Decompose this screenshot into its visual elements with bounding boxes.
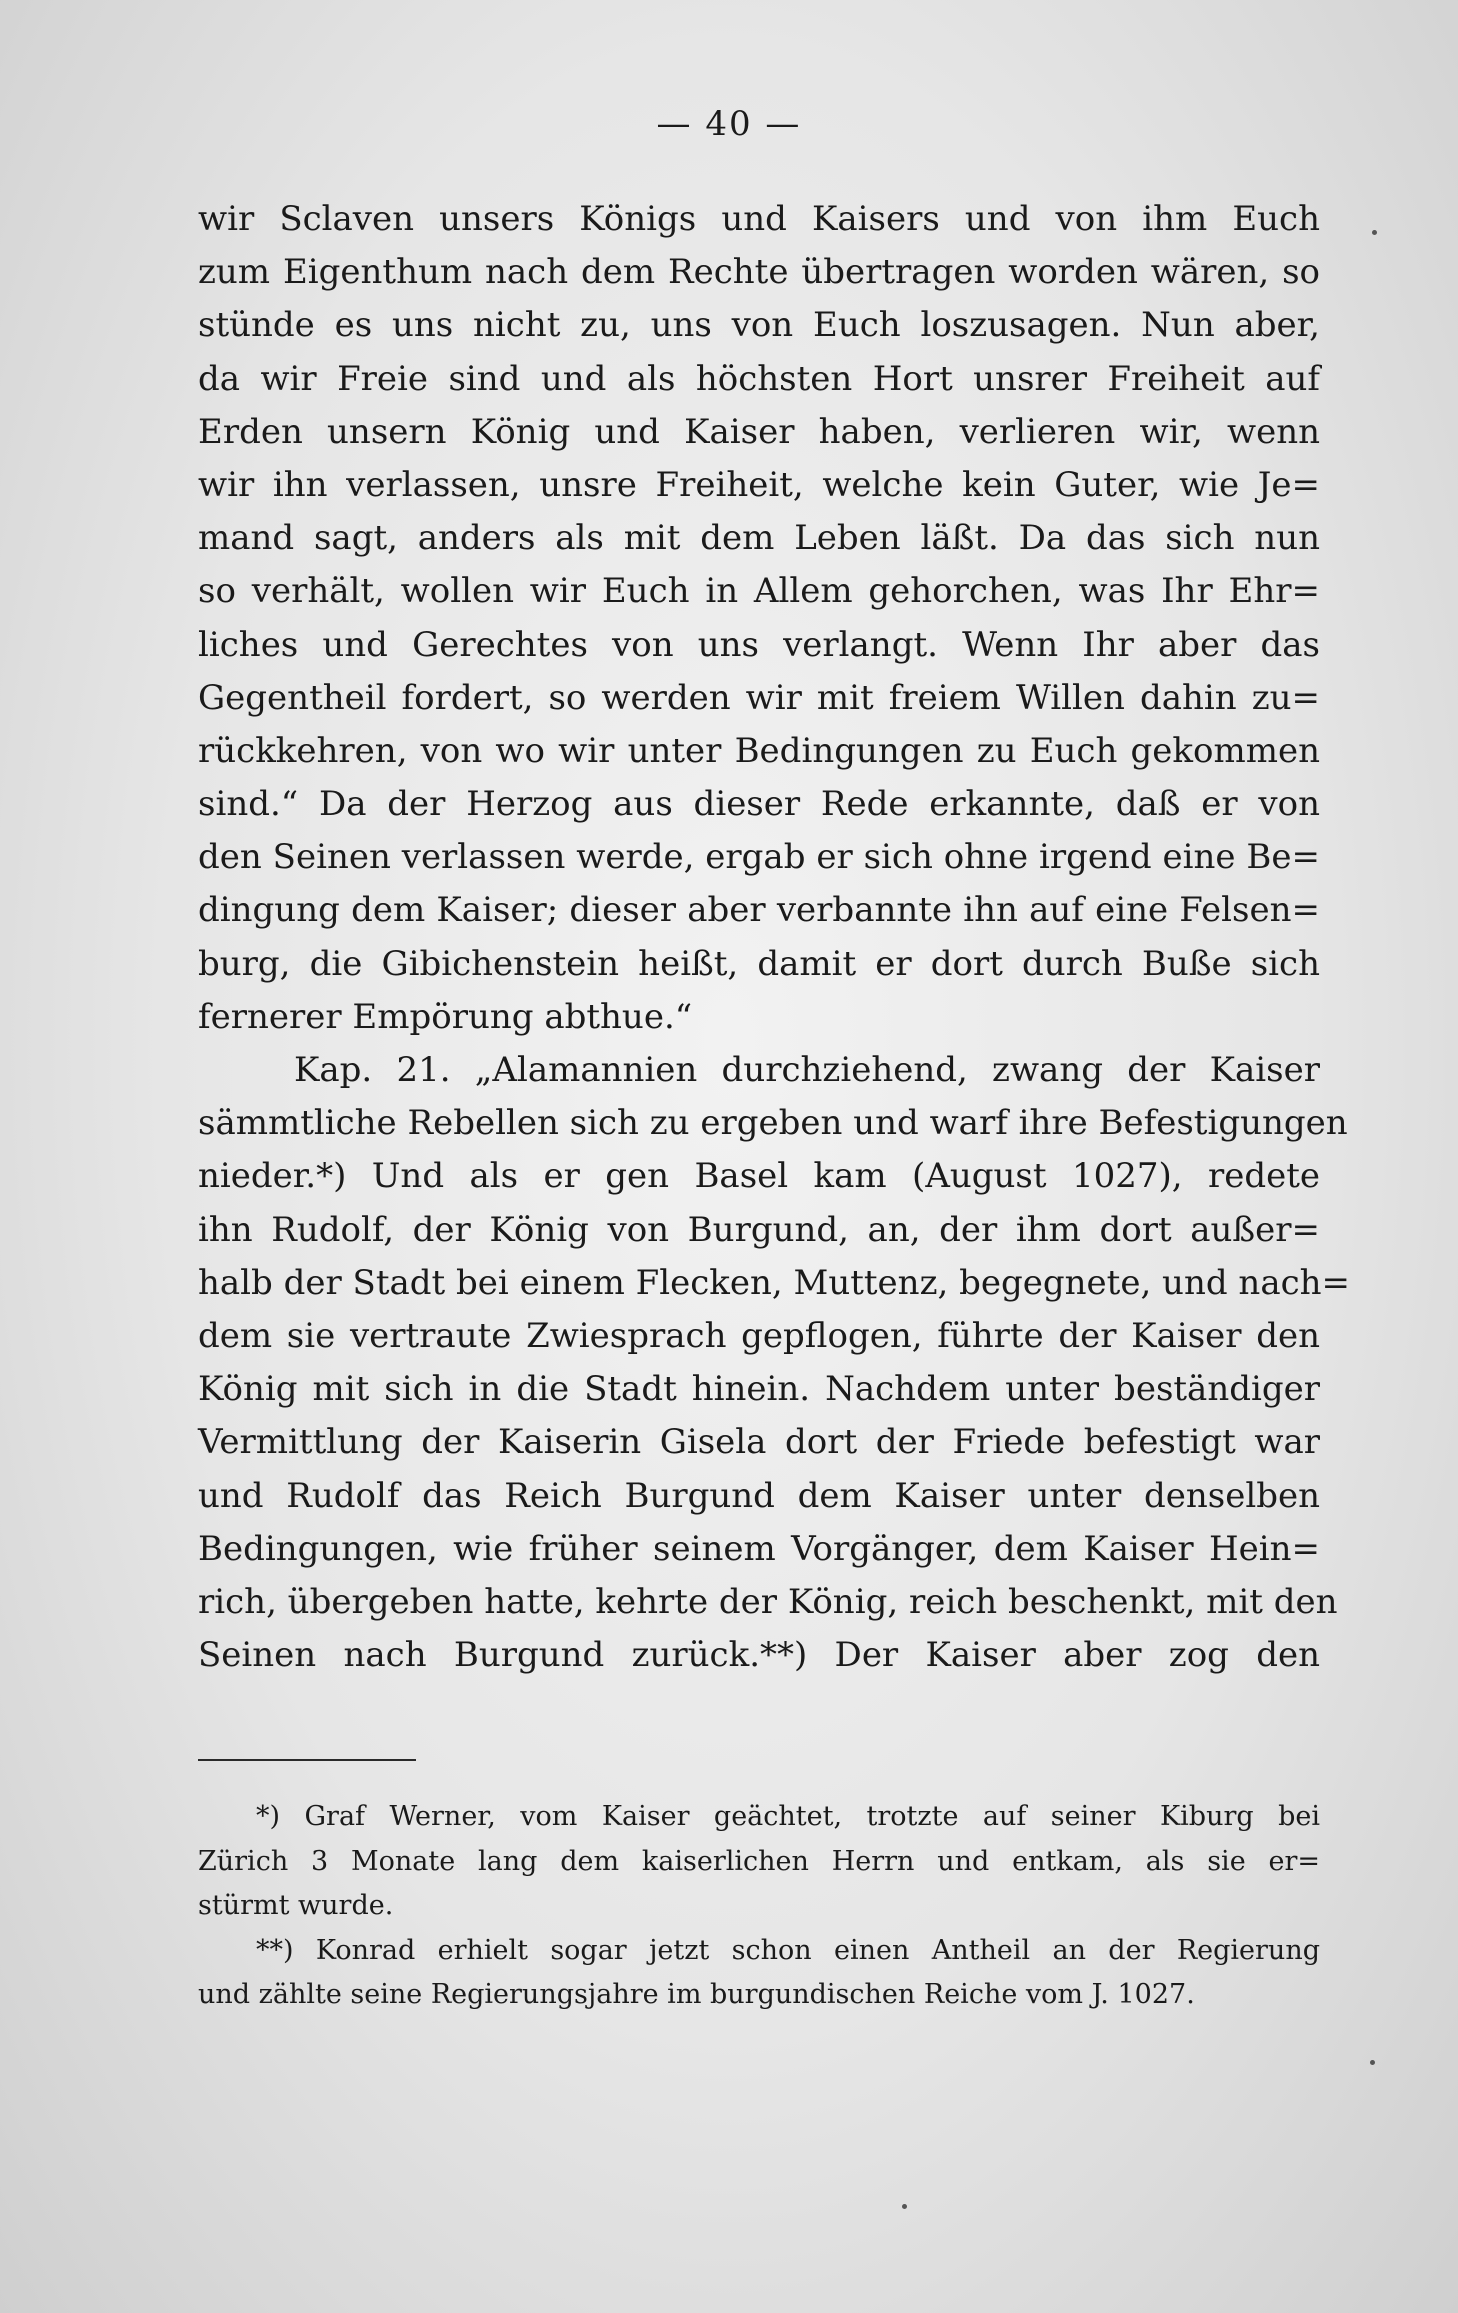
paper-speck: [1372, 230, 1377, 235]
text-line: Erden unsern König und Kaiser haben, verlieren wir, wenn: [198, 411, 1320, 452]
text-line: nieder.*) Und als er gen Basel kam (August 1027), redete: [198, 1156, 1320, 1197]
text-line: rich, übergeben hatte, kehrte der König, reich beschenkt, mit den: [198, 1581, 1338, 1622]
text-line: ihn Rudolf, der König von Burgund, an, der ihm dort außer=: [198, 1209, 1320, 1250]
text-line: Seinen nach Burgund zurück.**) Der Kaiser aber zog den: [198, 1635, 1320, 1676]
text-line: dingung dem Kaiser; dieser aber verbannte ihn auf eine Felsen=: [198, 890, 1320, 931]
text-line: und Rudolf das Reich Burgund dem Kaiser unter denselben: [198, 1475, 1320, 1516]
footnote-line: *) Graf Werner, vom Kaiser geächtet, trotzte auf seiner Kiburg bei: [256, 1801, 1320, 1832]
footnote-line: **) Konrad erhielt sogar jetzt schon einen Antheil an der Regierung: [256, 1934, 1320, 1966]
text-line: zum Eigenthum nach dem Rechte übertragen worden wären, so: [198, 252, 1320, 293]
text-line: den Seinen verlassen werde, ergab er sich ohne irgend eine Be=: [198, 837, 1320, 878]
text-line: König mit sich in die Stadt hinein. Nachdem unter beständiger: [198, 1369, 1320, 1410]
paper-speck: [1370, 2060, 1375, 2065]
footnote-line: und zählte seine Regierungsjahre im burgundischen Reiche vom J. 1027.: [198, 1979, 1195, 2010]
text-line: wir ihn verlassen, unsre Freiheit, welche kein Guter, wie Je=: [198, 464, 1320, 505]
text-line: liches und Gerechtes von uns verlangt. Wenn Ihr aber das: [198, 624, 1320, 665]
text-line: fernerer Empörung abthue.“: [198, 996, 693, 1037]
paper-speck: [902, 2204, 907, 2209]
body-text: [198, 193, 1351, 1682]
text-line: dem sie vertraute Zwiesprach gepflogen, führte der Kaiser den: [198, 1315, 1320, 1356]
text-line: mand sagt, anders als mit dem Leben läßt. Da das sich nun: [198, 518, 1320, 559]
text-line: sind.“ Da der Herzog aus dieser Rede erkannte, daß er von: [198, 784, 1320, 825]
footnote-line: stürmt wurde.: [198, 1890, 394, 1921]
text-line: burg, die Gibichenstein heißt, damit er dort durch Buße sich: [198, 943, 1320, 984]
text-line: sämmtliche Rebellen sich zu ergeben und warf ihre Befestigungen: [198, 1103, 1348, 1144]
text-line: Vermittlung der Kaiserin Gisela dort der Friede befestigt war: [198, 1422, 1320, 1463]
text-line: wir Sclaven unsers Königs und Kaisers und von ihm Euch: [198, 199, 1320, 239]
footnote-line: Zürich 3 Monate lang dem kaiserlichen Herrn und entkam, als sie er=: [198, 1845, 1320, 1877]
text-line: so verhält, wollen wir Euch in Allem gehorchen, was Ihr Ehr=: [198, 571, 1320, 612]
text-line: Gegentheil fordert, so werden wir mit freiem Willen dahin zu=: [198, 677, 1320, 718]
page-number: — 40 —: [656, 104, 802, 144]
text-line: halb der Stadt bei einem Flecken, Muttenz, begegnete, und nach=: [198, 1262, 1351, 1303]
text-line: stünde es uns nicht zu, uns von Euch loszusagen. Nun aber,: [198, 305, 1320, 346]
text-line: Bedingungen, wie früher seinem Vorgänger, dem Kaiser Hein=: [198, 1528, 1320, 1569]
footnotes: [198, 1795, 1320, 2018]
text-line: rückkehren, von wo wir unter Bedingungen zu Euch gekommen: [198, 730, 1320, 771]
chapter-line: Kap. 21. „Alamannien durchziehend, zwang der Kaiser: [294, 1050, 1320, 1090]
footnote-divider: [198, 1759, 416, 1761]
text-line: da wir Freie sind und als höchsten Hort unsrer Freiheit auf: [198, 358, 1320, 399]
